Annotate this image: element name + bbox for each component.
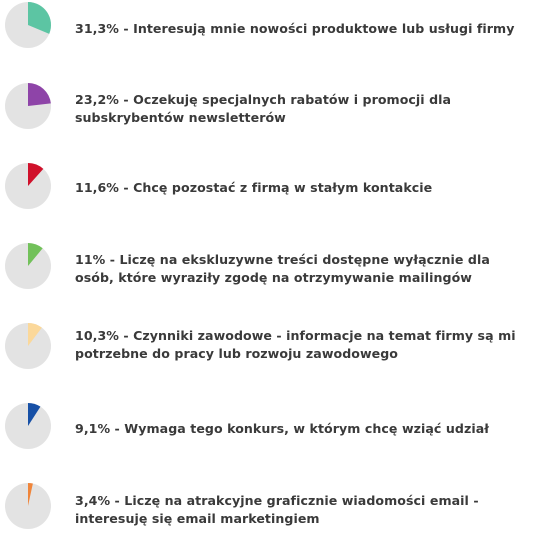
- pie-icon: [5, 483, 51, 529]
- pie-slice: [28, 83, 51, 106]
- result-label: 31,3% - Interesują mnie nowości produktowe lub usługi firmy: [75, 21, 515, 36]
- result-label: 9,1% - Wymaga tego konkurs, w którym chcę wziąć udział: [75, 421, 489, 436]
- result-label: 11% - Liczę na ekskluzywne treści dostępne wyłącznie dla osób, które wyraziły zgodę na otrzymywanie mailingów: [75, 252, 490, 285]
- pie-icon: [5, 323, 51, 369]
- pie-icon: [5, 163, 51, 209]
- pie-icon: [5, 2, 51, 48]
- result-label: 3,4% - Liczę na atrakcyjne graficznie wiadomości email - interesuję się email marketingiem: [75, 493, 479, 526]
- pie-icon: [5, 83, 51, 129]
- result-label: 23,2% - Oczekuję specjalnych rabatów i promocji dla subskrybentów newsletterów: [75, 92, 452, 125]
- pie-icon: [5, 403, 51, 449]
- result-label: 10,3% - Czynniki zawodowe - informacje na temat firmy są mi potrzebne do pracy lub rozwoju zawodowego: [75, 328, 516, 361]
- result-label: 11,6% - Chcę pozostać z firmą w stałym kontakcie: [75, 180, 433, 195]
- pie-icon: [5, 243, 51, 289]
